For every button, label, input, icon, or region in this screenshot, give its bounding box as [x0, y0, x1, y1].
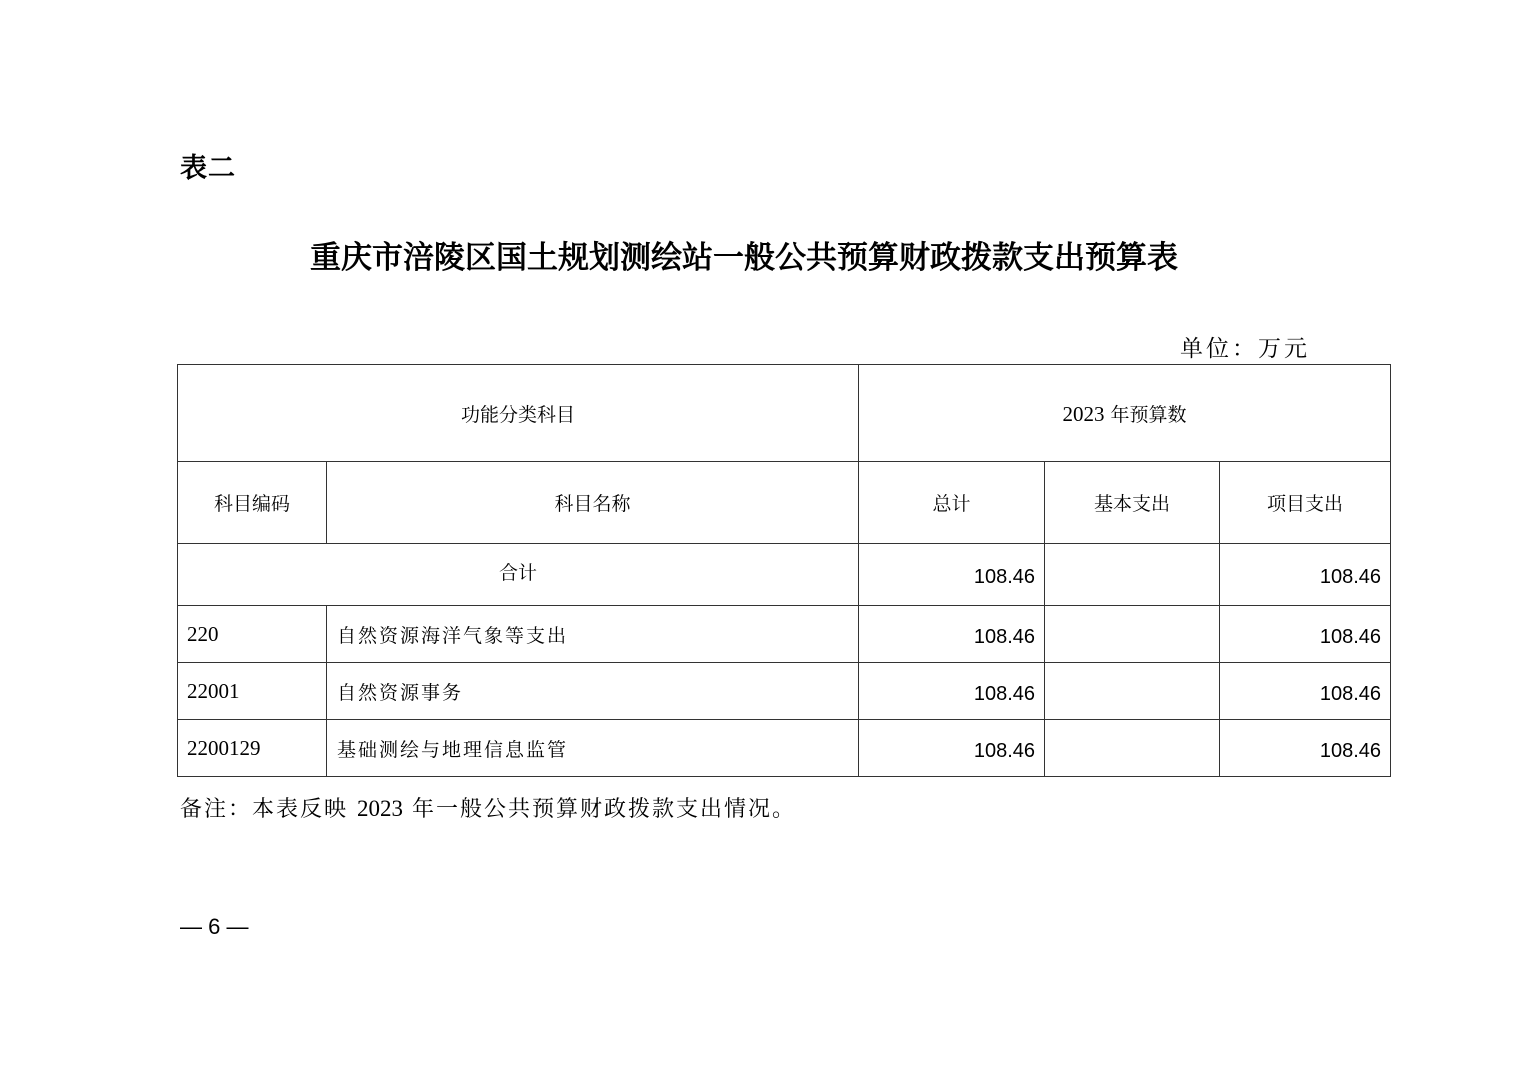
- col-header-total: 总计: [859, 462, 1045, 544]
- footnote-year: 2023: [357, 796, 403, 821]
- row-basic: [1045, 606, 1220, 663]
- row-code: 2200129: [178, 720, 327, 777]
- table-number-label: 表二: [180, 153, 236, 184]
- header-year-suffix: 年预算数: [1104, 403, 1187, 426]
- row-code: 220: [178, 606, 327, 663]
- row-project: 108.46: [1220, 663, 1391, 720]
- row-total: 108.46: [859, 663, 1045, 720]
- header-budget-year: [859, 365, 1391, 462]
- footnote-prefix: 备注：本表反映: [180, 797, 357, 822]
- row-basic: [1045, 663, 1220, 720]
- row-basic: [1045, 720, 1220, 777]
- row-project: 108.46: [1220, 606, 1391, 663]
- total-row-basic: [1045, 544, 1220, 606]
- total-row-label: 合计: [178, 544, 859, 606]
- table-row: [178, 663, 1391, 720]
- row-project: 108.46: [1220, 720, 1391, 777]
- row-total: 108.46: [859, 606, 1045, 663]
- row-code: 22001: [178, 663, 327, 720]
- col-header-basic: 基本支出: [1045, 462, 1220, 544]
- table-header-group-row: [178, 365, 1391, 462]
- col-header-name: 科目名称: [327, 462, 859, 544]
- row-name: 自然资源海洋气象等支出: [327, 606, 859, 663]
- table-row: [178, 720, 1391, 777]
- budget-table: [177, 364, 1391, 777]
- col-header-project: 项目支出: [1220, 462, 1391, 544]
- total-row-project: 108.46: [1220, 544, 1391, 606]
- page-number: — 6 —: [180, 914, 249, 939]
- footnote: [180, 792, 796, 823]
- document-title: 重庆市涪陵区国土规划测绘站一般公共预算财政拨款支出预算表: [310, 240, 1178, 276]
- row-name: 自然资源事务: [327, 663, 859, 720]
- footnote-suffix: 年一般公共预算财政拨款支出情况。: [403, 797, 796, 822]
- col-header-code: 科目编码: [178, 462, 327, 544]
- row-name: 基础测绘与地理信息监管: [327, 720, 859, 777]
- row-total: 108.46: [859, 720, 1045, 777]
- table-row: [178, 606, 1391, 663]
- total-row-total: 108.46: [859, 544, 1045, 606]
- table-total-row: [178, 544, 1391, 606]
- header-year: 2023: [1062, 401, 1105, 426]
- header-function-category: 功能分类科目: [178, 365, 859, 462]
- unit-label: 单位：万元: [1180, 336, 1310, 362]
- table-column-header-row: [178, 462, 1391, 544]
